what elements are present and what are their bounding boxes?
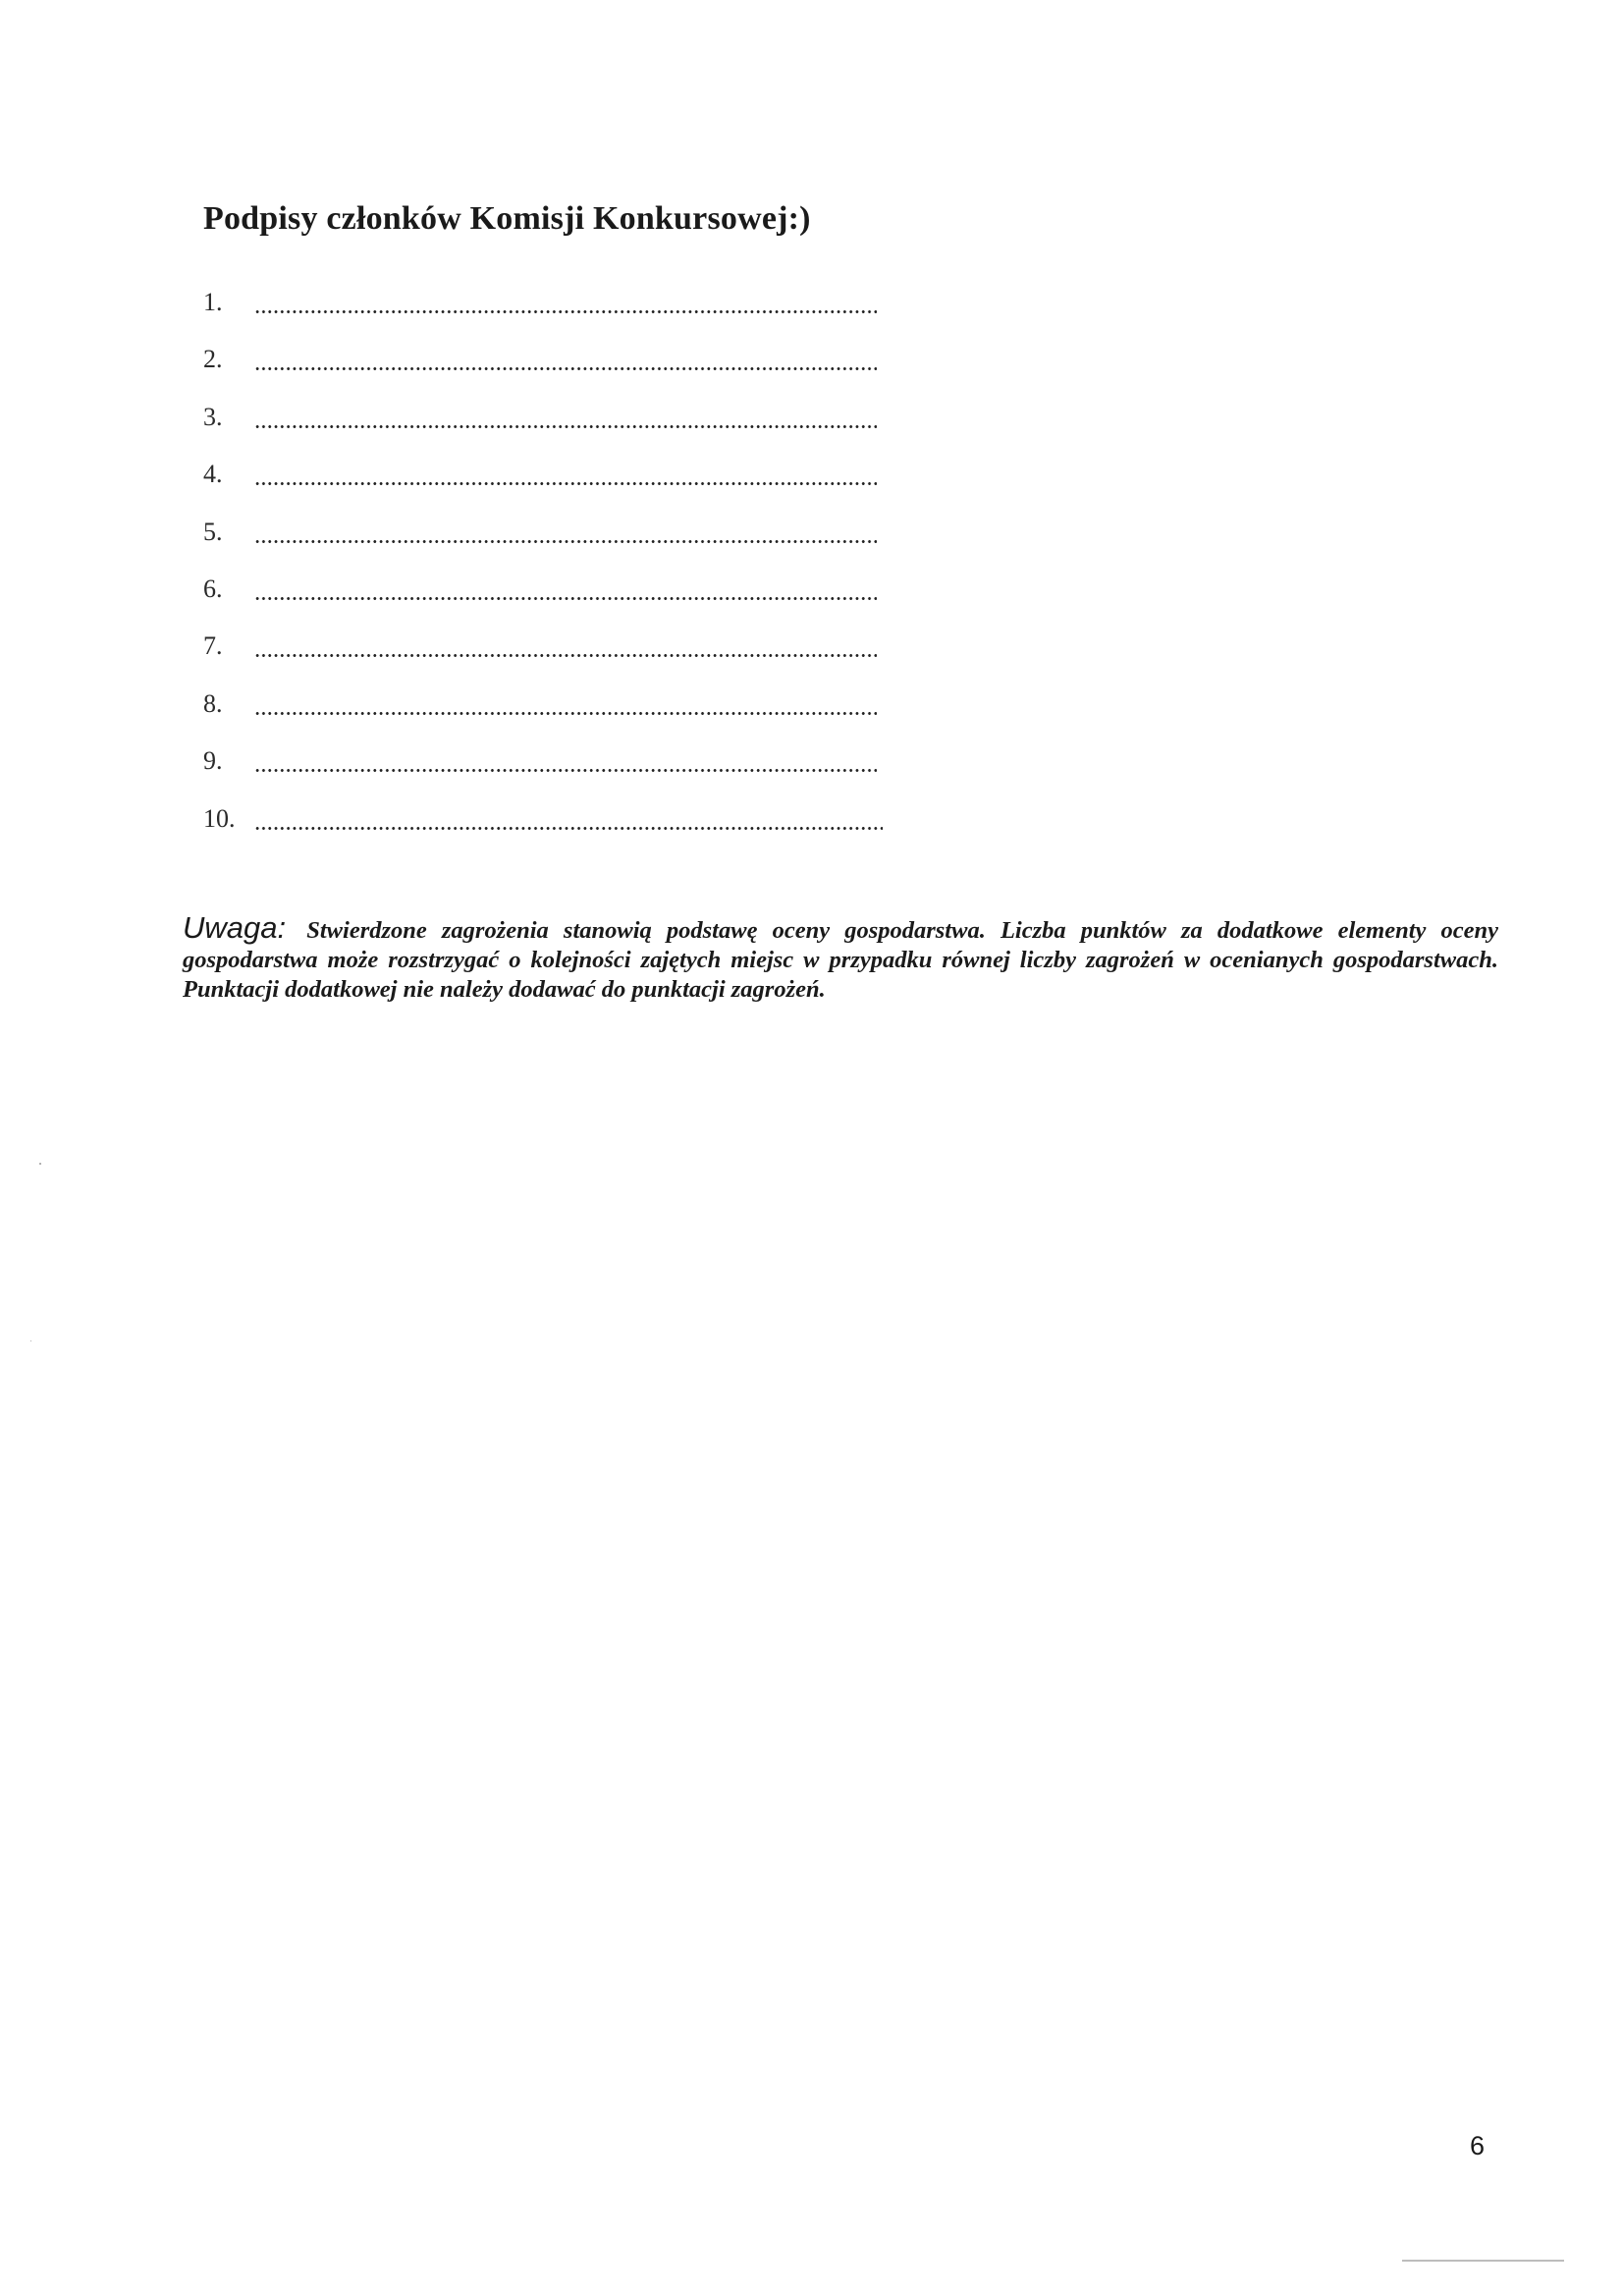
- signature-number: 7.: [203, 631, 223, 661]
- signature-dotted-line: [254, 310, 877, 313]
- signature-row: [203, 455, 891, 512]
- signature-row: [203, 570, 891, 627]
- signature-number: 3.: [203, 402, 223, 431]
- signature-row: [203, 283, 891, 340]
- signature-dotted-line: [254, 367, 877, 370]
- signature-row: [203, 513, 891, 570]
- footer-rule: [1402, 2260, 1564, 2262]
- page-title: Podpisy członków Komisji Konkursowej:): [203, 200, 811, 237]
- signature-number: 4.: [203, 460, 223, 489]
- signature-dotted-line: [254, 769, 877, 772]
- signature-dotted-line: [254, 597, 877, 600]
- note-paragraph: [183, 910, 1498, 1005]
- page-number: 6: [1470, 2131, 1486, 2160]
- signature-number: 5.: [203, 517, 223, 546]
- signature-dotted-line: [254, 712, 877, 715]
- note-label: Uwaga:: [183, 910, 287, 945]
- signature-number: 1.: [203, 288, 223, 316]
- note-text: Stwierdzone zagrożenia stanowią podstawę oceny gospodarstwa. Liczba punktów za dodatkowe elementy oceny gospodarstwa może rozstrzygać o kolejności zajętych miejsc w przypadku równej liczby zagrożeń w ocenianych gospodarstwach. Punktacji dodatkowej nie należy dodawać do punktacji zagrożeń.: [183, 917, 1498, 1003]
- scan-speck: [30, 1340, 31, 1341]
- signature-number: 10.: [203, 803, 236, 833]
- signature-dotted-line: [254, 827, 883, 830]
- signature-list: [203, 283, 891, 856]
- signature-dotted-line: [254, 540, 877, 543]
- signature-row: [203, 684, 891, 741]
- scan-speck: [39, 1163, 41, 1165]
- signature-number: 2.: [203, 345, 223, 374]
- signature-dotted-line: [254, 425, 877, 428]
- signature-row: [203, 627, 891, 683]
- signature-dotted-line: [254, 482, 877, 485]
- signature-number: 9.: [203, 746, 223, 776]
- signature-row: [203, 340, 891, 397]
- signature-number: 6.: [203, 574, 223, 603]
- signature-row: [203, 799, 891, 856]
- signature-number: 8.: [203, 688, 223, 718]
- signature-row: [203, 398, 891, 455]
- signature-dotted-line: [254, 654, 877, 657]
- signature-row: [203, 741, 891, 798]
